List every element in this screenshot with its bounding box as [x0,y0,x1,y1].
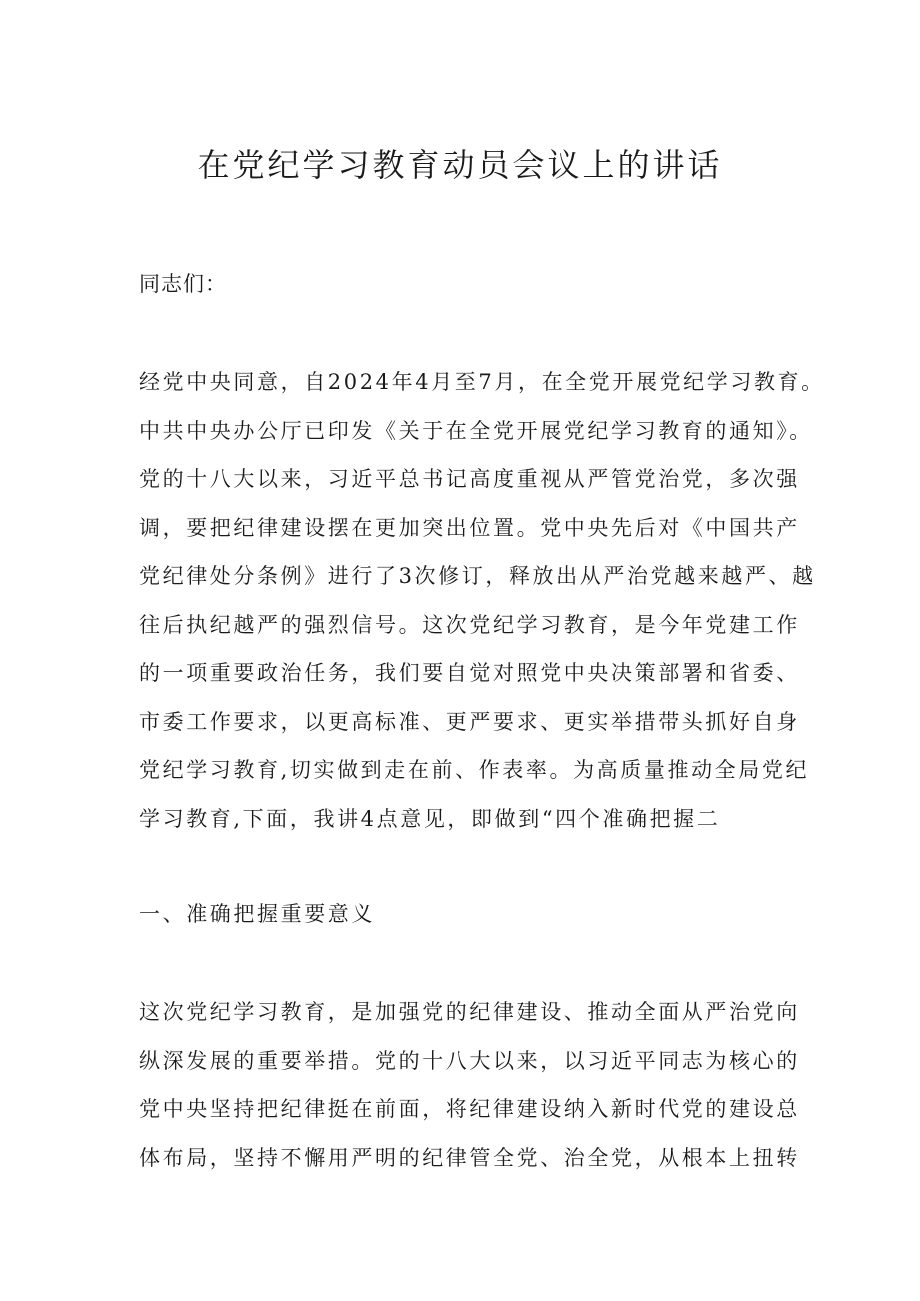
paragraph-line: 党的十八大以来，习近平总书记高度重视从严管党治党，多次强 [139,467,800,491]
paragraph-line: 党中央坚持把纪律挺在前面，将纪律建设纳入新时代党的建设总 [139,1097,800,1121]
paragraph-line: 的一项重要政治任务，我们要自觉对照党中央决策部署和省委、 [139,661,800,685]
section-heading-1: 一、准确把握重要意义 [139,902,375,926]
intro-paragraph [139,358,825,843]
paragraph-line: 调，要把纪律建设摆在更加突出位置。党中央先后对《中国共产 [139,515,800,540]
document-title: 在党纪学习教育动员会议上的讲话 [197,146,723,184]
paragraph-line: 市委工作要求，以更高标准、更严要求、更实举措带头抓好自身 [139,709,800,734]
paragraph-line: 往后执纪越严的强烈信号。这次党纪学习教育，是今年党建工作 [139,612,800,637]
paragraph-line: 体布局，坚持不懈用严明的纪律管全党、治全党，从根本上扭转 [139,1145,800,1170]
salutation: 同志们： [139,272,227,296]
paragraph-line: 中共中央办公厅已印发《关于在全党开展党纪学习教育的通知》。 [139,418,813,443]
paragraph-line: 学习教育,下面，我讲4点意见，即做到“四个准确把握二 [139,806,721,831]
paragraph-line: 党纪律处分条例》进行了3次修订，释放出从严治党越来越严、越 [139,564,816,588]
paragraph-line: 经党中央同意，自2024年4月至7月，在全党开展党纪学习教育。 [139,370,825,394]
paragraph-line: 党纪学习教育,切实做到走在前、作表率。为高质量推动全局党纪 [139,758,810,782]
paragraph-line: 这次党纪学习教育，是加强党的纪律建设、推动全面从严治党向 [139,1000,800,1024]
section-1-paragraph [139,988,799,1182]
paragraph-line: 纵深发展的重要举措。党的十八大以来，以习近平同志为核心的 [139,1048,800,1073]
